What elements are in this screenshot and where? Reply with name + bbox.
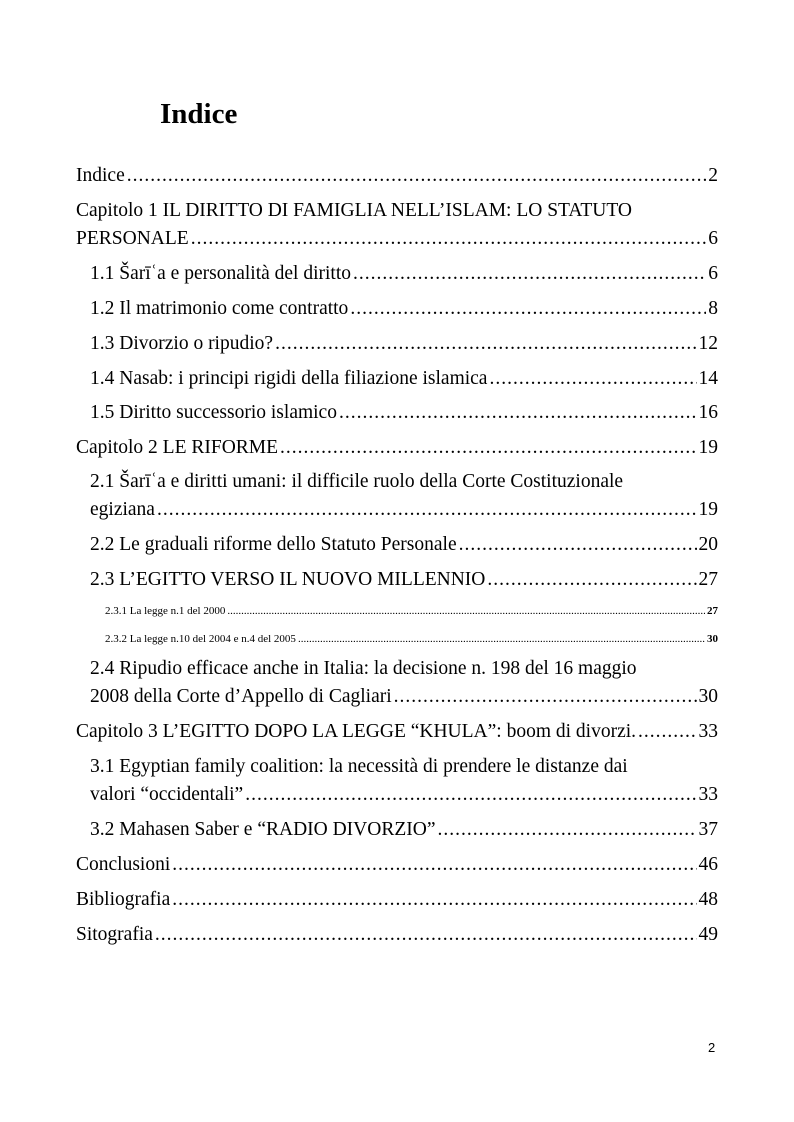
toc-page: 19 [698, 499, 718, 520]
toc-page: 30 [707, 633, 718, 645]
toc-entry[interactable] [90, 531, 718, 559]
toc-label: Capitolo 2 LE RIFORME [76, 437, 279, 458]
toc-page: 6 [708, 263, 718, 284]
dot-leader [275, 330, 696, 358]
toc-entry[interactable] [90, 399, 718, 427]
toc-page: 37 [698, 819, 718, 840]
toc-page: 6 [708, 228, 718, 249]
toc-entry[interactable] [90, 365, 718, 393]
toc-label-line1: 2.1 Šarīʿa e diritti umani: il difficile ruolo della Corte Costituzionale [90, 471, 624, 492]
toc-label: Indice [76, 165, 125, 186]
toc-label: egiziana [90, 499, 155, 520]
dot-leader [157, 496, 697, 524]
toc-entry[interactable] [76, 886, 718, 914]
dot-leader [350, 295, 706, 323]
toc-label-line1: 3.1 Egyptian family coalition: la necessità di prendere le distanze dai [90, 756, 628, 777]
toc-label: valori “occidentali” [90, 784, 244, 805]
toc-page: 46 [698, 854, 718, 875]
toc-label: 1.1 Šarīʿa e personalità del diritto [90, 263, 352, 284]
page-title: Indice [160, 98, 238, 130]
dot-leader [353, 260, 706, 288]
dot-leader [245, 781, 696, 809]
toc-label-line1: 2.4 Ripudio efficace anche in Italia: la decisione n. 198 del 16 maggio [90, 658, 637, 679]
toc-entry[interactable] [90, 655, 718, 711]
toc-page: 20 [698, 534, 718, 555]
toc-entry[interactable] [76, 434, 718, 462]
dot-leader [394, 683, 697, 711]
toc-label: 1.2 Il matrimonio come contratto [90, 298, 349, 319]
dot-leader [298, 631, 705, 647]
toc-page: 30 [698, 686, 718, 707]
toc-page: 8 [708, 298, 718, 319]
dot-leader [489, 365, 696, 393]
toc-page: 19 [698, 437, 718, 458]
toc-entry[interactable] [76, 162, 718, 190]
dot-leader [459, 531, 697, 559]
toc-entry[interactable] [76, 718, 718, 746]
toc-entry[interactable] [90, 566, 718, 594]
toc-page: 27 [698, 569, 718, 590]
toc-label: 2.3 L’EGITTO VERSO IL NUOVO MILLENNIO [90, 569, 486, 590]
toc-page: 33 [698, 784, 718, 805]
toc-label: PERSONALE [76, 228, 189, 249]
toc-label: Conclusioni [76, 854, 171, 875]
dot-leader [172, 851, 696, 879]
page-number: 2 [708, 1040, 716, 1055]
toc-label: 1.5 Diritto successorio islamico [90, 402, 337, 423]
toc-page: 16 [698, 402, 718, 423]
toc-entry[interactable] [90, 468, 718, 524]
toc-entry[interactable] [90, 753, 718, 809]
toc-page: 12 [698, 333, 718, 354]
toc-label: Capitolo 3 L’EGITTO DOPO LA LEGGE “KHULA”: boom di divorzi. [76, 721, 637, 742]
toc-page: 49 [698, 924, 718, 945]
toc-entry[interactable] [76, 197, 718, 253]
dot-leader [438, 816, 697, 844]
toc-page: 27 [707, 605, 718, 617]
toc-label: 2.2 Le graduali riforme dello Statuto Personale [90, 534, 457, 555]
dot-leader [638, 718, 696, 746]
dot-leader [127, 162, 707, 190]
dot-leader [155, 921, 697, 949]
dot-leader [227, 603, 705, 619]
toc-entry[interactable] [105, 603, 718, 619]
toc-entry[interactable] [90, 330, 718, 358]
toc-entry[interactable] [76, 921, 718, 949]
toc-entry[interactable] [76, 851, 718, 879]
toc-label: 2.3.2 La legge n.10 del 2004 e n.4 del 2005 [105, 633, 296, 645]
toc-page: 48 [698, 889, 718, 910]
dot-leader [280, 434, 696, 462]
toc-label: 3.2 Mahasen Saber e “RADIO DIVORZIO” [90, 819, 436, 840]
toc-label: 2008 della Corte d’Appello di Cagliari [90, 686, 392, 707]
toc-label: 2.3.1 La legge n.1 del 2000 [105, 605, 226, 617]
toc-entry[interactable] [90, 295, 718, 323]
toc-label-line1: Capitolo 1 IL DIRITTO DI FAMIGLIA NELL’ISLAM: LO STATUTO [76, 200, 632, 221]
toc-page: 14 [698, 368, 718, 389]
toc-entry[interactable] [90, 260, 718, 288]
toc-label: 1.3 Divorzio o ripudio? [90, 333, 274, 354]
toc-label: Sitografia [76, 924, 153, 945]
toc-label: 1.4 Nasab: i principi rigidi della filiazione islamica [90, 368, 488, 389]
toc-entry[interactable] [105, 631, 718, 647]
toc-page: 33 [698, 721, 718, 742]
dot-leader [191, 225, 707, 253]
toc-page: 2 [708, 165, 718, 186]
dot-leader [487, 566, 696, 594]
toc-entry[interactable] [90, 816, 718, 844]
dot-leader [339, 399, 697, 427]
dot-leader [172, 886, 696, 914]
toc-label: Bibliografia [76, 889, 171, 910]
